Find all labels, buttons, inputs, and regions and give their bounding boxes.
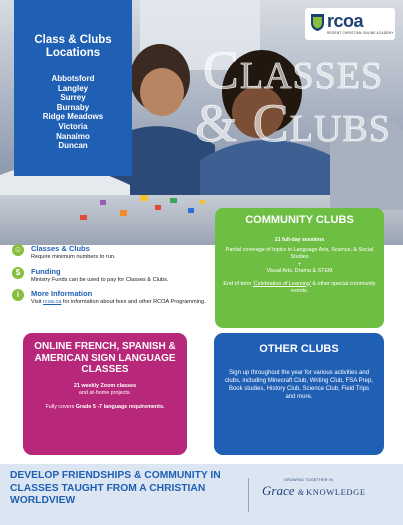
shield-icon: [311, 14, 324, 31]
info-text: Require minimum numbers to run.: [31, 254, 116, 260]
dollar-icon: $: [12, 267, 24, 279]
location-item: Burnaby: [56, 102, 90, 112]
info-heading: Classes & Clubs: [31, 244, 90, 253]
grace-wordmark: [262, 483, 392, 499]
location-item: Surrey: [60, 93, 86, 103]
locations-list: [14, 74, 132, 151]
website-link[interactable]: rcoa.ca: [43, 299, 62, 305]
logo-tagline: REGENT CHRISTIAN ONLINE ACADEMY: [327, 31, 394, 35]
info-text-prefix: Visit: [31, 299, 44, 305]
location-item: Duncan: [58, 141, 88, 151]
community-partial: Partial coverage of topics in Language Arts, Science, & Social Studies: [225, 246, 374, 260]
other-clubs-title: OTHER CLUBS: [259, 343, 339, 355]
title-line-2: & Clubs: [195, 93, 391, 153]
celebration-link[interactable]: 'Celebration of Learning': [252, 280, 311, 287]
online-coverage-prefix: Fully covers: [45, 403, 76, 410]
info-text-suffix: for information about fees and other RCOA Programming.: [61, 299, 206, 305]
info-list: [12, 244, 222, 312]
online-sessions: [31, 383, 179, 397]
grace-knowledge-logo: [262, 478, 392, 499]
info-item-classes: [12, 244, 222, 262]
location-item: Victoria: [58, 121, 88, 131]
community-events-prefix: End of term: [223, 280, 253, 287]
location-item: Nanaimo: [56, 131, 90, 141]
location-item: Langley: [57, 83, 89, 93]
rcoa-logo: [305, 8, 395, 40]
grace-amp: &: [297, 488, 306, 497]
community-sessions: 21 full-day sessions: [274, 236, 325, 243]
community-arts: Visual Arts, Drama & STEM: [266, 267, 333, 274]
online-sessions-rest: and at-home projects.: [78, 389, 132, 396]
grace-tagline: GROWING TOGETHER IN: [284, 478, 334, 482]
divider: [248, 478, 249, 512]
online-coverage-bold: Grade 5 -7 language requirements.: [75, 403, 165, 410]
info-text: [31, 299, 222, 307]
online-languages-card: [23, 333, 187, 455]
online-title: ONLINE FRENCH, SPANISH & AMERICAN SIGN LANGUAGE CLASSES: [34, 341, 176, 375]
logo-wordmark: rcoa: [327, 11, 364, 31]
online-sessions-bold: 21 weekly Zoom classes: [73, 382, 137, 389]
online-coverage: [31, 404, 179, 411]
info-text: Ministry Funds can be used to pay for Classes & Clubs.: [31, 276, 169, 283]
info-heading: More Information: [31, 289, 93, 298]
locations-panel: [14, 0, 132, 176]
community-events-suffix: & other special community events.: [290, 280, 376, 294]
location-item: Abbotsford: [51, 74, 95, 83]
community-events: [223, 281, 376, 295]
other-clubs-card: [214, 333, 384, 455]
info-heading: Funding: [31, 266, 61, 276]
other-clubs-text: Sign up throughout the year for various activities and clubs, including Minecraft Club, Writing Club, FSA Prep, Book studies, History Club, Science Club, Field Trips and more.: [225, 370, 373, 400]
info-item-funding: [12, 267, 222, 285]
grace-word: Grace: [262, 483, 295, 498]
grace-knowledge: KNOWLEDGE: [305, 487, 366, 497]
info-icon: i: [12, 289, 24, 301]
community-title: COMMUNITY CLUBS: [245, 214, 354, 226]
community-plus: +: [297, 261, 302, 268]
community-clubs-card: [215, 208, 384, 328]
people-icon: ☺: [13, 245, 23, 254]
locations-title: Class & Clubs Locations: [34, 34, 112, 59]
title-line-1: Classes: [202, 40, 384, 100]
page-title: [186, 40, 400, 153]
location-item: Ridge Meadows: [42, 112, 104, 122]
bottom-banner: [0, 464, 403, 525]
bottom-headline: DEVELOP FRIENDSHIPS & COMMUNITY IN CLASSES TAUGHT FROM A CHRISTIAN WORLDVIEW: [10, 470, 221, 506]
info-item-more-information: [12, 289, 222, 307]
